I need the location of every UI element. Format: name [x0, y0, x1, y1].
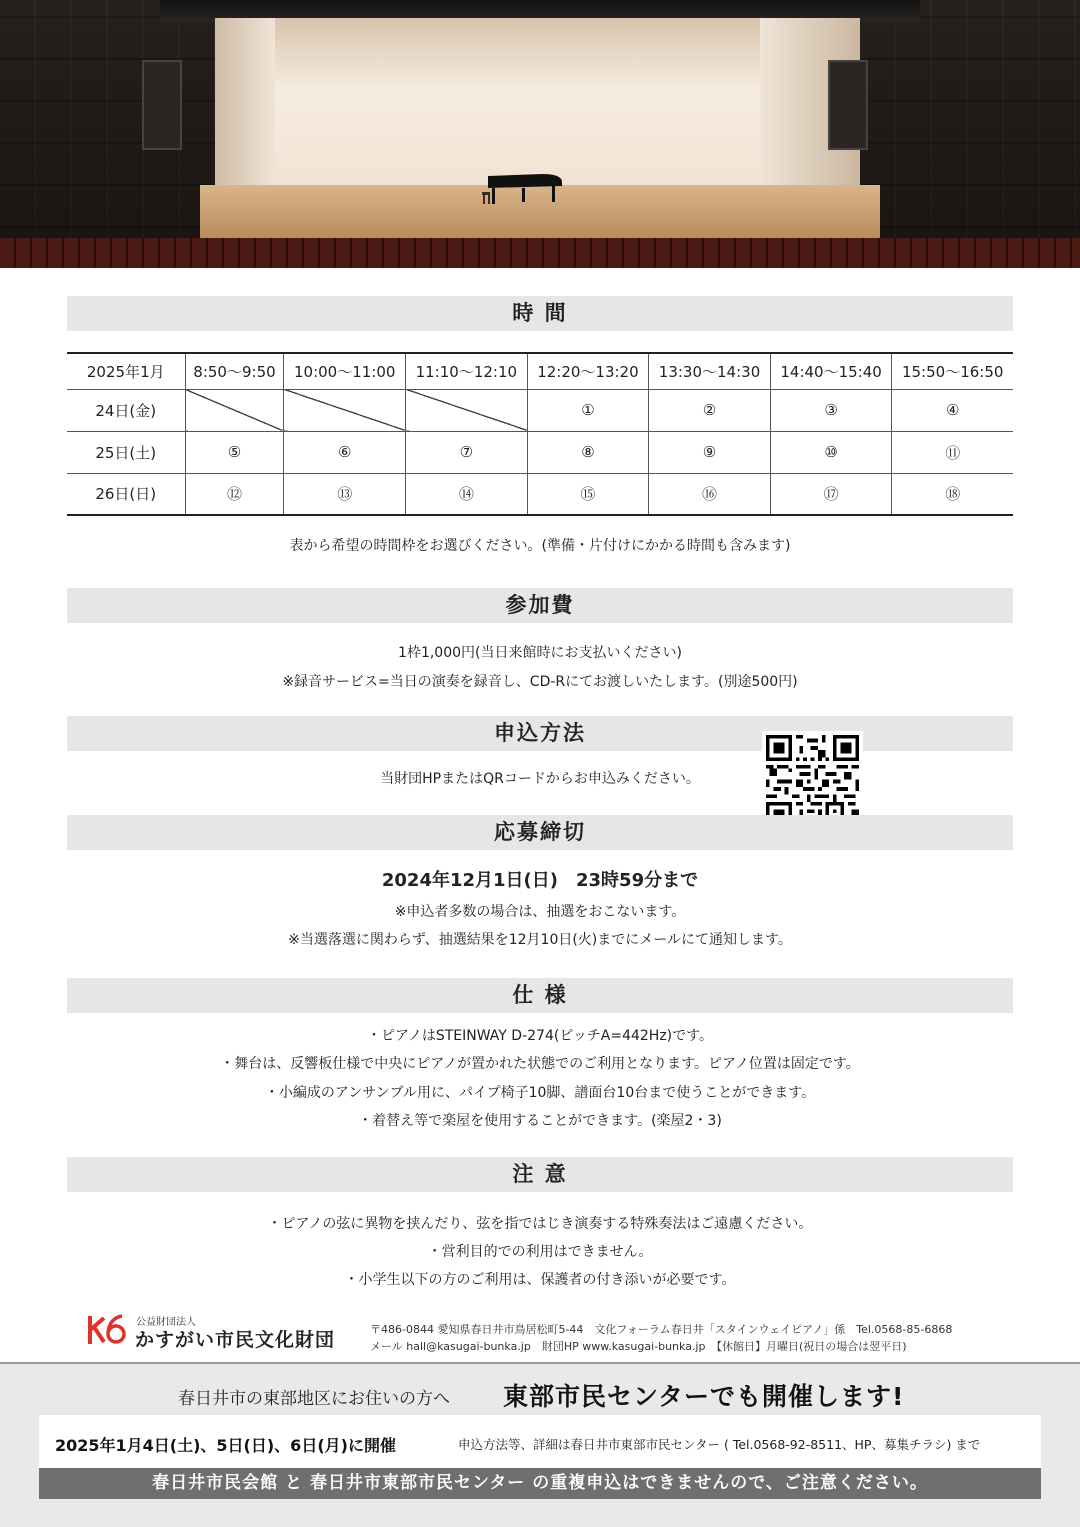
- slot-number: ⑩: [770, 431, 892, 473]
- slot-number: ⑧: [527, 431, 649, 473]
- org-address: 〒486-0844 愛知県春日井市鳥居松町5-44 文化フォーラム春日井「スタインウェイピアノ」係 Tel.0568-85-6868: [370, 1323, 953, 1336]
- unavailable-slot: [284, 389, 406, 431]
- spec-item: ・ピアノはSTEINWAY D-274(ピッチA=442Hz)です。: [366, 1028, 714, 1044]
- east-contact-info: 申込方法等、詳細は春日井市東部市民センター ( Tel.0568-92-8511、HP、募集チラシ) まで: [458, 1437, 981, 1452]
- note-item: ・営利目的での利用はできません。: [427, 1244, 653, 1260]
- slot-number: ⑱: [892, 473, 1013, 515]
- slot-header: 14:40〜15:40: [770, 353, 892, 389]
- deadline-note-1: ※申込者多数の場合は、抽選をおこないます。: [394, 904, 686, 920]
- unavailable-slot: [406, 389, 528, 431]
- section-title-spec: 仕 様: [67, 978, 1013, 1013]
- slot-number: ⑦: [406, 431, 528, 473]
- org-contact: メール hall@kasugai-bunka.jp 財団HP www.kasugai-bunka.jp 【休館日】月曜日(祝日の場合は翌平日): [370, 1340, 907, 1353]
- band-divider: [0, 1362, 1080, 1364]
- note-item: ・ピアノの弦に異物を挟んだり、弦を指ではじき演奏する特殊奏法はご遠慮ください。: [267, 1216, 813, 1232]
- slot-number: ⑤: [185, 431, 284, 473]
- stage-side-panel-left: [215, 18, 275, 198]
- slot-header: 12:20〜13:20: [527, 353, 649, 389]
- schedule-row: [67, 473, 1013, 515]
- slot-number: ⑬: [284, 473, 406, 515]
- deadline-date: 2024年12月1日(日) 23時59分まで: [381, 870, 699, 891]
- speaker-right: [828, 60, 868, 150]
- duplicate-warning: 春日井市民会館 と 春日井市東部市民センター の重複申込はできませんので、ご注意ください。: [39, 1468, 1041, 1499]
- day-label: 26日(日): [67, 473, 185, 515]
- schedule-row: [67, 431, 1013, 473]
- section-title-notes: 注 意: [67, 1157, 1013, 1192]
- fee-line-1: 1枠1,000円(当日来館時にお支払いください): [398, 645, 682, 661]
- note-item: ・小学生以下の方のご利用は、保護者の付き添いが必要です。: [344, 1272, 736, 1288]
- slot-number: ②: [649, 389, 771, 431]
- slot-number: ⑯: [649, 473, 771, 515]
- slot-number: ③: [770, 389, 892, 431]
- spec-item: ・舞台は、反響板仕様で中央にピアノが置かれた状態でのご利用となります。ピアノ位置は固定です。: [220, 1056, 860, 1072]
- slot-number: ⑪: [892, 431, 1013, 473]
- slot-number: ⑰: [770, 473, 892, 515]
- slot-number: ⑭: [406, 473, 528, 515]
- speaker-left: [142, 60, 182, 150]
- slot-header: 15:50〜16:50: [892, 353, 1013, 389]
- spec-item: ・着替え等で楽屋を使用することができます。(楽屋2・3): [358, 1113, 722, 1129]
- foundation-logo-icon: [86, 1312, 128, 1348]
- slot-number: ⑫: [185, 473, 284, 515]
- day-label: 25日(土): [67, 431, 185, 473]
- unavailable-slot: [185, 389, 284, 431]
- slot-number: ⑨: [649, 431, 771, 473]
- slot-header: 10:00〜11:00: [284, 353, 406, 389]
- spec-item: ・小編成のアンサンブル用に、パイプ椅子10脚、譜面台10台まで使うことができます。: [264, 1085, 816, 1101]
- slot-number: ⑮: [527, 473, 649, 515]
- slot-number: ④: [892, 389, 1013, 431]
- hero-photo-concert-hall: [0, 0, 1080, 268]
- org-name: かすがい市民文化財団: [135, 1329, 336, 1351]
- schedule-corner: 2025年1月: [67, 353, 185, 389]
- section-title-deadline: 応募締切: [67, 815, 1013, 850]
- fee-line-2: ※録音サービス=当日の演奏を録音し、CD-Rにてお渡しいたします。(別途500円): [282, 674, 798, 690]
- east-title: 東部市民センターでも開催します!: [503, 1382, 905, 1411]
- audience-seats: [0, 238, 1080, 268]
- grand-piano-icon: [482, 168, 564, 206]
- east-lead-text: 春日井市の東部地区にお住いの方へ: [178, 1389, 450, 1409]
- hall-wall-left: [0, 0, 215, 268]
- day-label: 24日(金): [67, 389, 185, 431]
- schedule-header-row: [67, 353, 1013, 389]
- org-type: 公益財団法人: [136, 1317, 196, 1328]
- schedule-row: [67, 389, 1013, 431]
- section-title-time: 時 間: [67, 296, 1013, 331]
- hall-wall-right: [860, 0, 1080, 268]
- slot-header: 8:50〜9:50: [185, 353, 284, 389]
- east-dates: 2025年1月4日(土)、5日(日)、6日(月)に開催: [55, 1436, 396, 1455]
- schedule-table: [67, 352, 1013, 516]
- slot-number: ⑥: [284, 431, 406, 473]
- apply-text: 当財団HPまたはQRコードからお申込みください。: [380, 771, 700, 787]
- section-title-apply: 申込方法: [67, 716, 1013, 751]
- slot-header: 11:10〜12:10: [406, 353, 528, 389]
- slot-number: ①: [527, 389, 649, 431]
- section-title-fee: 参加費: [67, 588, 1013, 623]
- slot-header: 13:30〜14:30: [649, 353, 771, 389]
- deadline-note-2: ※当選落選に関わらず、抽選結果を12月10日(火)までにメールにて通知します。: [288, 932, 792, 948]
- schedule-note: 表から希望の時間枠をお選びください。(準備・片付けにかかる時間も含みます): [289, 538, 791, 554]
